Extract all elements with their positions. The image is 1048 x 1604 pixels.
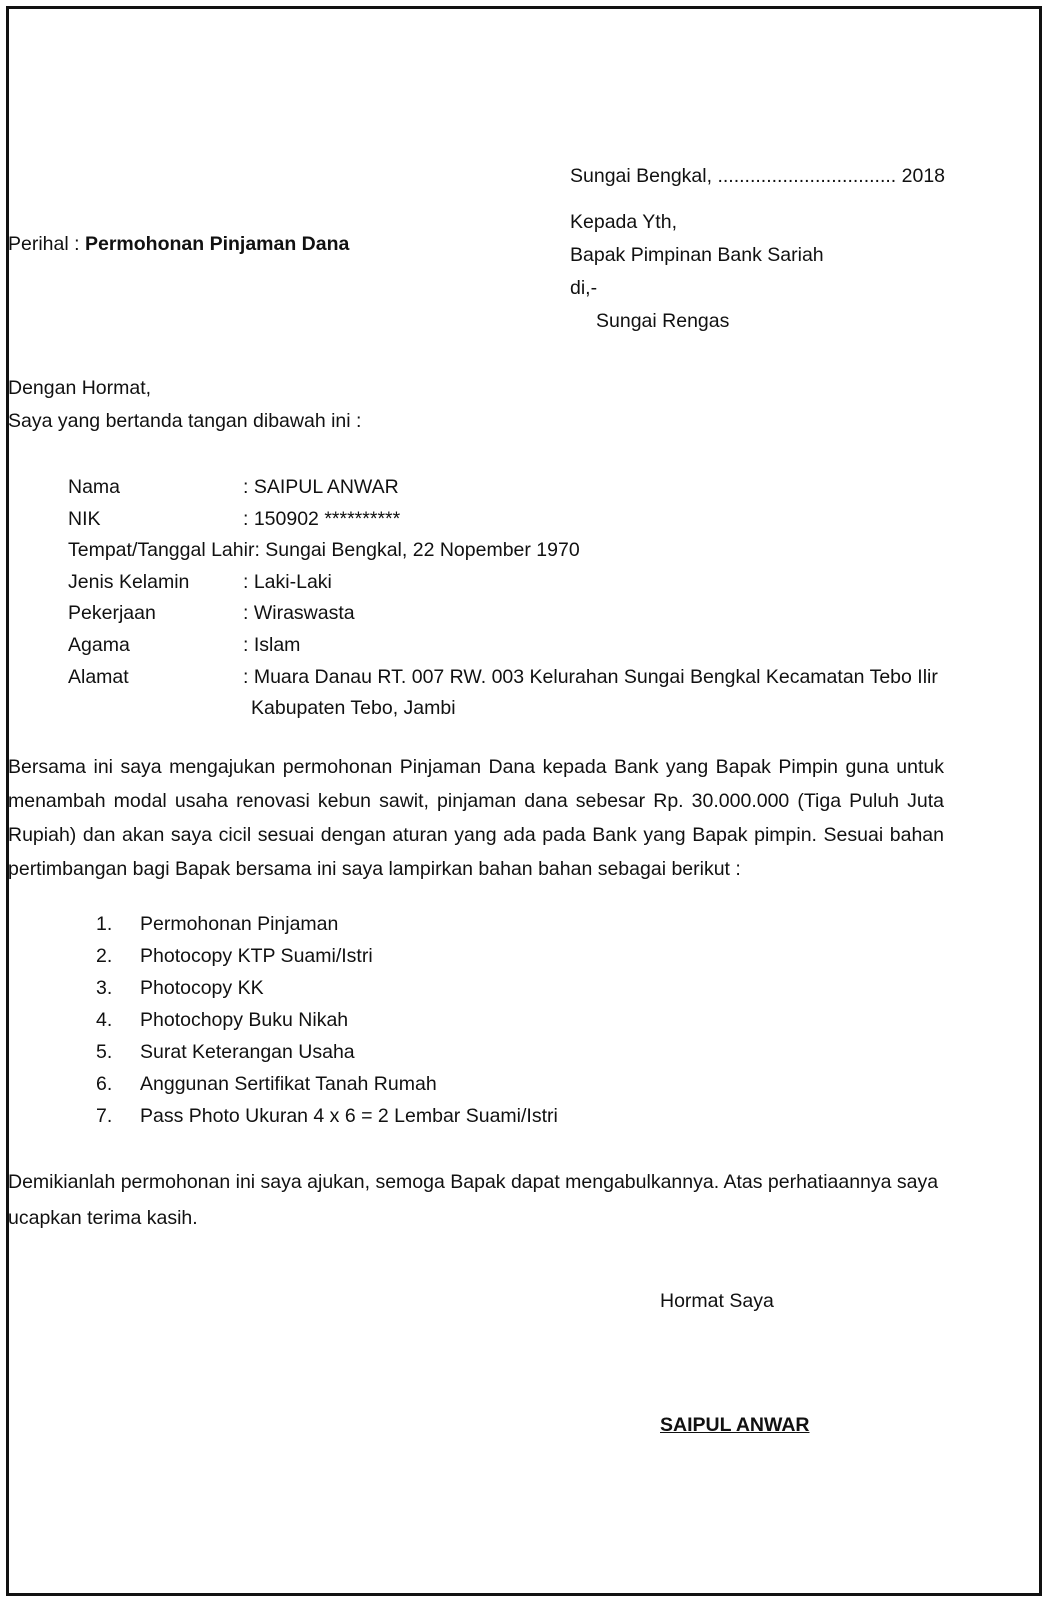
addressee-recipient: Bapak Pimpinan Bank Sariah [570,244,824,266]
greeting-line: Dengan Hormat, [8,377,152,399]
list-item [96,1004,796,1036]
identity-row [68,662,968,694]
identity-row [68,535,968,567]
list-item-number: 1. [96,913,113,935]
subject-label: Perihal : [8,233,80,255]
list-item-label: Anggunan Sertifikat Tanah Rumah [140,1073,437,1095]
list-item-label: Permohonan Pinjaman [140,913,339,935]
list-item-number: 7. [96,1105,113,1127]
subject-value: Permohonan Pinjaman Dana [84,233,350,255]
identity-key: Nama [68,476,121,498]
list-item-label: Photocopy KK [140,977,264,999]
subject-line [8,232,349,256]
identity-value: : Wiraswasta [243,602,355,625]
identity-row [68,598,968,630]
addressee-city: Sungai Rengas [596,310,730,332]
identity-block [68,472,968,725]
identity-row [68,630,968,662]
identity-row [68,567,968,599]
list-item [96,908,796,940]
list-item-label: Surat Keterangan Usaha [140,1041,355,1063]
identity-key: Tempat/Tanggal Lahir [68,539,255,562]
identity-value: : 150902 ********** [243,507,401,530]
list-item-label: Photocopy KTP Suami/Istri [140,945,373,967]
list-item [96,972,796,1004]
signature-block [660,1288,960,1438]
place-date-line: Sungai Bengkal, ................................. 2018 [570,165,946,187]
identity-value: : Muara Danau RT. 007 RW. 003 Kelurahan Sungai Bengkal Kecamatan Tebo Ilir [243,665,938,688]
identity-key: Alamat [68,665,129,688]
identity-value: : Sungai Bengkal, 22 Nopember 1970 [254,539,580,562]
identity-key: Jenis Kelamin [68,570,190,593]
list-item-number: 2. [96,945,113,967]
signature-name: SAIPUL ANWAR [660,1414,810,1436]
list-item-number: 3. [96,977,113,999]
addressee-at: di,- [570,277,598,299]
list-item-number: 5. [96,1041,113,1063]
addressee-salutation: Kepada Yth, [570,211,677,233]
intro-line: Saya yang bertanda tangan dibawah ini : [8,410,362,432]
identity-value: : Islam [243,633,301,656]
identity-key: Agama [68,633,130,656]
identity-value: : Laki-Laki [243,570,332,593]
list-item-label: Photochopy Buku Nikah [140,1009,349,1031]
signature-title: Hormat Saya [660,1290,774,1312]
list-item [96,1068,796,1100]
list-item [96,1100,796,1132]
addressee-block [570,206,1040,338]
identity-row [68,472,968,504]
header-right-block [570,164,1040,338]
identity-key: Pekerjaan [68,602,156,625]
body-paragraph: Bersama ini saya mengajukan permohonan Pinjaman Dana kepada Bank yang Bapak Pimpin guna untuk menambah modal usaha renovasi kebun sawit, pinjaman dana sebesar Rp. 30.000.000 (Tiga Puluh Juta Rupiah) dan akan saya cicil sesuai dengan aturan yang ada pada Bank yang Bapak pimpin. Sesuai bahan pertimbangan bagi Bapak bersama ini saya lampirkan bahan bahan sebagai berikut : [8,756,944,880]
closing-paragraph: Demikianlah permohonan ini saya ajukan, semoga Bapak dapat mengabulkannya. Atas perhatiaannya saya ucapkan terima kasih. [8,1171,939,1229]
list-item-label: Pass Photo Ukuran 4 x 6 = 2 Lembar Suami/Istri [140,1105,558,1127]
list-item-number: 4. [96,1009,113,1031]
identity-value: : SAIPUL ANWAR [243,476,399,498]
address-continuation: Kabupaten Tebo, Jambi [251,697,456,720]
list-item-number: 6. [96,1073,113,1095]
identity-row [68,504,968,536]
list-item [96,940,796,972]
list-item [96,1036,796,1068]
identity-key: NIK [68,507,101,530]
attachments-list [0,908,796,1132]
salutation-block [8,372,361,438]
